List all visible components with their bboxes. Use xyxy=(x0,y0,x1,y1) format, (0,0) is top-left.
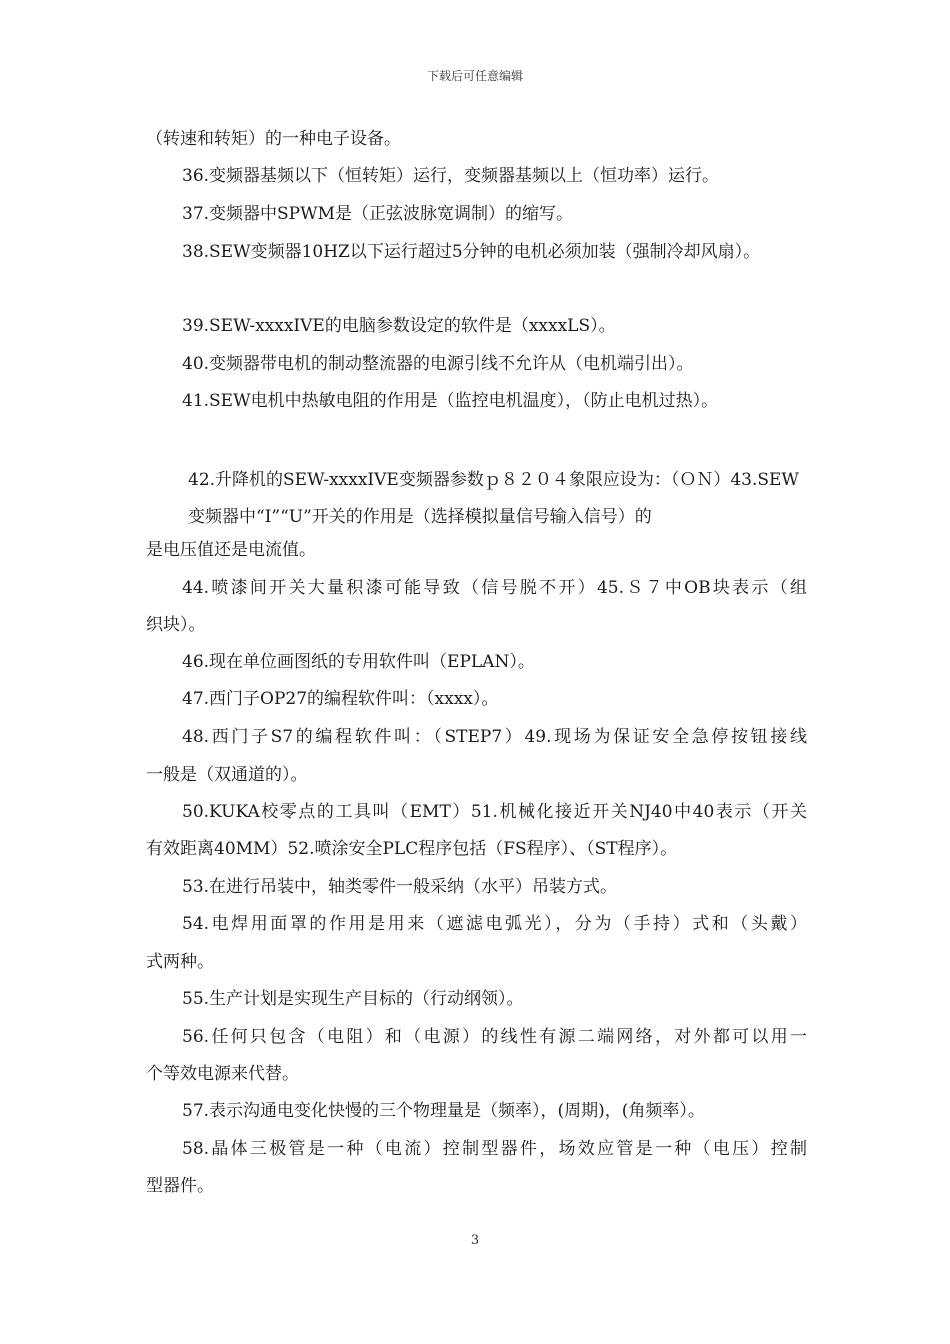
text-line: 37.变频器中SPWM是（正弦波脉宽调制）的缩写。 xyxy=(182,204,573,224)
text-line: 41.SEW电机中热敏电阻的作用是（监控电机温度），（防止电机过热）。 xyxy=(182,391,719,411)
text-line: 40.变频器带电机的制动整流器的电源引线不允许从（电机端引出）。 xyxy=(182,354,694,374)
text-paragraph: 42.升降机的SEW-xxxxIVE变频器参数ｐ８２０４象限应设为：（ＯＮ）43.SEW变频器中“I”“U”开关的作用是（选择模拟量信号输入信号）的 xyxy=(188,470,799,527)
page-header: 下载后可任意编辑 xyxy=(426,69,523,83)
text-line: 57.表示沟通电变化快慢的三个物理量是（频率），(周期)，(角频率）。 xyxy=(182,1101,705,1121)
text-line: 一般是（双通道的）。 xyxy=(146,765,308,785)
text-line: 个等效电源来代替。 xyxy=(146,1064,299,1084)
text-line: 55.生产计划是实现生产目标的（行动纲领）。 xyxy=(182,989,524,1009)
text-line: 38.SEW变频器10HZ以下运行超过5分钟的电机必须加装（强制冷却风扇）。 xyxy=(182,242,761,262)
text-line: 54.电焊用面罩的作用是用来（遮滤电弧光），分为（手持）式和（头戴） xyxy=(182,914,807,934)
text-line: 型器件。 xyxy=(146,1176,214,1196)
text-line: 织块）。 xyxy=(146,615,206,635)
text-line: （转速和转矩）的一种电子设备。 xyxy=(146,129,401,149)
text-line: 53.在进行吊装中，轴类零件一般采纳（水平）吊装方式。 xyxy=(182,877,618,897)
text-line: 48.西门子S7的编程软件叫：（STEP7）49.现场为保证安全急停按钮接线 xyxy=(182,727,807,747)
text-line: 39.SEW-xxxxIVE的电脑参数设定的软件是（xxxxLS）。 xyxy=(182,316,616,336)
text-line: 47.西门子OP27的编程软件叫：（xxxx）。 xyxy=(182,689,499,709)
text-line: 式两种。 xyxy=(146,952,214,972)
text-line: 是电压值还是电流值。 xyxy=(146,540,316,560)
text-line: 44.喷漆间开关大量积漆可能导致（信号脱不开）45.Ｓ７中OB块表示（组 xyxy=(182,578,807,598)
page-number: 3 xyxy=(470,1233,480,1248)
text-line: 46.现在单位画图纸的专用软件叫（EPLAN）。 xyxy=(182,652,535,672)
text-line: 有效距离40MM）52.喷涂安全PLC程序包括（FS程序）、（ST程序）。 xyxy=(146,839,678,859)
text-line: 56.任何只包含（电阻）和（电源）的线性有源二端网络，对外都可以用一 xyxy=(182,1027,807,1047)
text-line: 50.KUKA校零点的工具叫（EMT）51.机械化接近开关NJ40中40表示（开关 xyxy=(182,802,807,822)
text-line: 58.晶体三极管是一种（电流）控制型器件，场效应管是一种（电压）控制 xyxy=(182,1139,807,1159)
text-line: 36.变频器基频以下（恒转矩）运行，变频器基频以上（恒功率）运行。 xyxy=(182,166,720,186)
